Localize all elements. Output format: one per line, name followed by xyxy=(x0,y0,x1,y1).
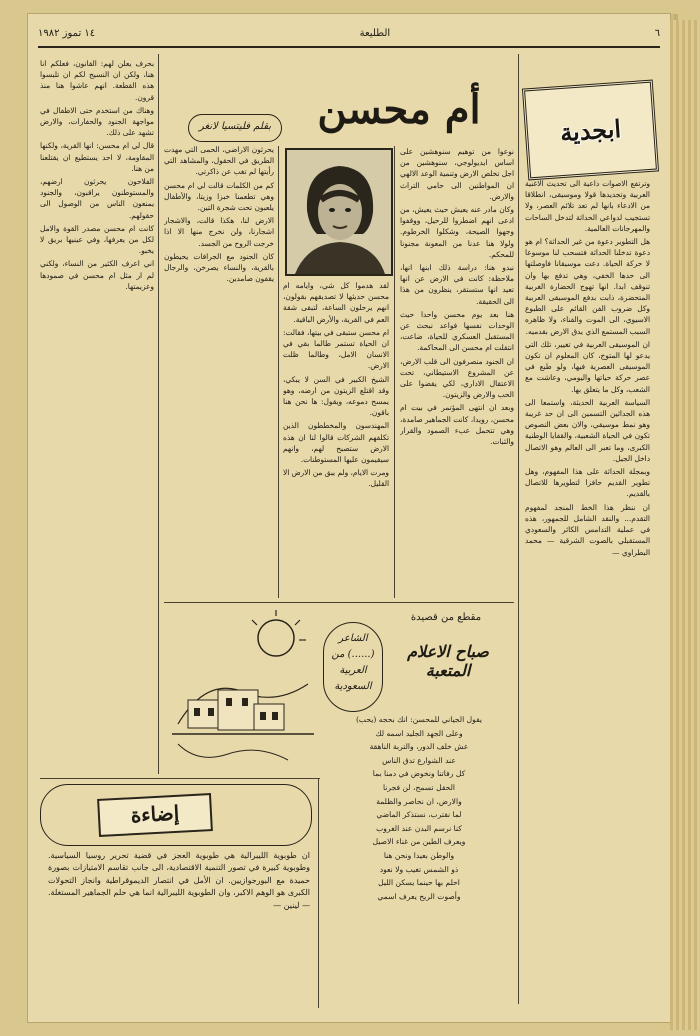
column-3-para: المهندسون والمخططون الذين تكلفهم الشركات قالوا لنا ان هذه الارض ستصبح لهم، وانهم سيقيمون عليها المستوطنات. xyxy=(283,421,389,465)
poem-subtitle: مقطع من قصيدة xyxy=(410,612,482,623)
column-1-para: وبمجلة الحداثة على هذا المفهوم، وهل تطوير القديم حافزا لتطويرها للاتصال بالقديم. xyxy=(525,467,650,499)
abjadiya-label: ابجدية xyxy=(559,113,622,147)
idaa-text xyxy=(48,850,310,1010)
column-5 xyxy=(40,58,154,774)
poem-line: الحقل تسمح، لن فجرنا xyxy=(382,782,456,792)
column-2-para: ان الجنود منصرفون الى قلب الارض، عن المشروع الاستيطاني، تحت الاعتقال الاداري، لكي يقضوا على الحب والارض والزيتون. xyxy=(400,356,514,400)
poem-line: ويعرف الطين من غناء الاصيل xyxy=(372,837,466,847)
poem-line: ذو الشمس تغيب ولا نعود xyxy=(379,864,459,874)
stacked-page-edges xyxy=(670,20,700,1030)
column-3-para: لقد هدموا كل شي، وايامه ام محسن حديثها لا تصديقهم بقولون، انهم يرحلون الساعة، لتبقى شقة العم في القرية، والأرض الباقية. xyxy=(283,281,389,324)
column-5-para: كانت ام محسن مصدر القوة والامل لكل من يعرفها، وفي عينيها بريق لا يخبو. xyxy=(40,223,154,256)
column-1-para: السياسة العربية الحديثة، واستمعا الى هذه الجداثين التسمين الى ان حد غريبة وهو نمط موسيقي، والان بعض النصوص تكون في الحياة الشعبية، والقفايا الوطنية الكبرى، وما تعبر الى العالم وهو الاتصال داخل الجيل. xyxy=(525,397,650,463)
column-5-para: بحرف يعلن لهم: القانون، فعلكم انا هنا، ولكن ان النسيج لكم ان تلبسوا هذه القطعة. انهم عاشوا هنا منذ قرون. xyxy=(40,59,154,102)
column-5-para: اني اعرف الكثير من النساء، ولكني لم ار مثل ام محسن في صمودها وعزيمتها. xyxy=(40,259,154,291)
article-byline: بقلم فليتسيا لانغر xyxy=(188,114,282,142)
poem-line: وأصوت الريح يعرف اسمي xyxy=(377,891,461,901)
column-1-para: ان ننظر هذا الخط المنجد لمفهوم التقدم... والنقد الشامل للجمهور، هذه في عملية التدامس الكاثر والسعودي المستقبلي بالصوت الشرقية — محمد البطراوي — xyxy=(525,502,650,557)
column-divider xyxy=(394,146,395,598)
column-4-para: الارض لنا، هكذا قالت، والاشجار اشجارنا، ولن نخرج منها الا اذا خرجت الروح من الجسد. xyxy=(164,216,274,248)
poem-line: عش خلف الدور، والتربة الناهقة xyxy=(369,742,469,752)
column-1-para: ان الموسيقى العربية في تغيير، تلك التي يدعو لها المتوج، كان المعلوم ان تكون الموسيقى العصرية فيها، ولو طبع في عصر حركة حياتها واليومي، وعاشت مع الشعب، وكل ما يتعلق بها. xyxy=(525,339,650,394)
column-5-para: الفلاحون يحرثون ارضهم، والمستوطنون يراقبون، والجنود يمنعون الناس من الوصول الى حقولهم. xyxy=(40,177,154,220)
page-number: ٦ xyxy=(654,27,660,39)
column-divider xyxy=(158,54,159,774)
column-2-para: نوعوا من توهيم سنوهشين على اساس ايديولوجي، سنوهشين من اجل تخلص الارض وتنمية الوعد الالهي ان المواطنين الى حامي التراث والارض. xyxy=(400,147,514,201)
column-1-para: وترتفع الاصوات داعية الى تحديث الاغنية العربية وتجديدها قولا وموسيقى، انطلاقا من الادعاء بانها لم تعد تلائم العصر، ولا تستجيب لدواعي الحداثة لتدخل الساحات والمهرجانات العالمية. xyxy=(525,179,650,233)
author-portrait xyxy=(285,148,393,276)
article-title: أم محسن xyxy=(317,86,481,133)
poem-line: كل رفاتنا ونخوض في دمنا بما xyxy=(372,769,466,779)
column-3 xyxy=(283,280,389,598)
column-2 xyxy=(400,146,514,598)
section-divider xyxy=(164,602,514,603)
poem-line: والارض، ان نحاصر والظلمة xyxy=(376,796,462,806)
column-divider xyxy=(518,54,519,1004)
newspaper-page xyxy=(28,14,670,1022)
column-4 xyxy=(164,144,274,598)
section-divider xyxy=(40,778,320,779)
column-4-para: كان الجنود مع الجرافات يحيطون بالقرية، والنساء يصرخن، والرجال يقفون صامدين. xyxy=(164,251,274,284)
column-divider xyxy=(278,146,279,598)
poet-credit: الشاعر (......) من العربية السعودية xyxy=(323,622,383,712)
poem-title: صباح الاعلام المتعبة xyxy=(407,642,489,680)
page-header xyxy=(38,20,660,46)
poem-line: لما نقترب، نستذكر الماضي xyxy=(376,810,462,820)
poem-line: يقول الجياني للمحسن: انك بحجه (يحب) xyxy=(355,715,483,724)
column-3-para: ام محسن ستبقى في بيتها، فقالت: ان الحياة تستمر طالما بقي في الانسان الامل، وطالما ظلت الارض. xyxy=(283,327,389,371)
column-4-para: كم من الكلمات قالت لي ام محسن وهي تطعمنا خبزا وزيتا، والأطفال يلعبون تحت شجرة التين. xyxy=(164,180,274,213)
column-5-para: قال لي ام محسن: انها القرية، ولكنها المقاومة، لا احد يستطيع ان يقتلعنا من هنا. xyxy=(40,141,154,173)
poem-line: كنا نرسم البدن عند الغروب xyxy=(376,823,462,833)
column-divider xyxy=(318,778,319,1008)
poem-line: والوطن بعيدا ونحن هنا xyxy=(383,850,455,860)
idaa-label: إضاءة xyxy=(97,793,213,837)
column-2-para: وبعد ان انتهى المؤتمر في بيت ام محسن، رويدا، كانت الجماهير صامدة، وهي تتحمل عبء الصمود والقرار والثبات. xyxy=(400,403,514,447)
header-rule xyxy=(38,46,660,48)
column-1 xyxy=(525,178,650,998)
column-2-para: نبدو هنا: دراسة ذلك ابنها انها، ملاحظة: كانت في الارض عن انها تعيد انها ستستقر، ينظرون من هذا الى الحقيقة. xyxy=(400,263,514,306)
issue-date: ١٤ تموز ١٩٨٢ xyxy=(38,27,96,39)
column-2-para: وكان مادر عنه يعيش حيث يعيش، من ادعى انهم اضطروا للرحيل، ووقفوا وجهوا الصيحة، وشكلوا الخرطوم. ولولا هنا عدنا من المعونة مجنونا للمحكم. xyxy=(400,205,514,259)
column-3-para: ومرت الايام، ولم يبق من الارض الا القليل. xyxy=(283,468,389,489)
idaa-paragraph: ان طوبوية الليبرالية هي طوبوية العجز في قضية تحرير روسيا السياسية. وطوبوية كبيرة في تصور التنمية الاقتصادية، الى جانب تقاسم الامتيازات بصورة حميدة مع البورجوازيين. ان الأمل في انتصار الديموقراطية وانجاز التحولات الكبرى هو الوهم الاكبر، وان الطوبوية الليبرالية انما هي حلم الجماهير المستغلة. — لينين — xyxy=(48,851,310,910)
abjadiya-badge xyxy=(522,80,659,181)
column-2-para: هنا بعد يوم محسن واحدا حيث الوحدات نفسها فواعد نبحث عن المستقبل العسكري للحياة، ضاعت، انتقلت ام محسن الى المحاكمة. xyxy=(400,309,514,353)
column-4-para: يحرثون الاراضي، الحمى التي مهدت الطريق في الحقول، والمشاهد التي رأيتها لم تغب عن ذاكرتي. xyxy=(164,145,274,177)
poem-line: عند الشوارع تدق الناس xyxy=(382,755,456,765)
column-1-para: هل التطوير دعوة من غير الحداثة؟ ام هو دعوة تدخلنا الحداثة فتسحب لنا موسوعا لا حركة الحياة. دعت موسيقانا فاوصلتها الى حدها الخفي، وهي تدفع بها وان تنوقف ابدا. انها تهوج الحضارة الغربية المتحضرة، ذابت بدفع الموسيقى العربية وكل ضروب الفن القائم على الطبوع الاسيوي، الى الموت والفناء، ولا ظاهره السبب المستمع الذي يدق الارض بقدميه. xyxy=(525,237,650,336)
poem-text xyxy=(324,714,514,1004)
column-3-para: الشيخ الكبير في السن لا يبكي، وقد اقتلع الزيتون من ارضه، وهو يمسح دموعه، ويقول: ها نحن هنا باقون. xyxy=(283,374,389,418)
poem-line: احلم بها حينما يسكن الليل xyxy=(378,878,460,888)
column-5-para: وهناك من استخدم حتى الاطفال في مواجهة الجنود والحفارات، والارض تشهد على ذلك. xyxy=(40,105,154,138)
village-sketch-illustration xyxy=(168,604,318,772)
poem-line: وعلى الجهد الجليد اسمه لك xyxy=(375,728,463,738)
section-title: الطليعة xyxy=(359,27,391,39)
